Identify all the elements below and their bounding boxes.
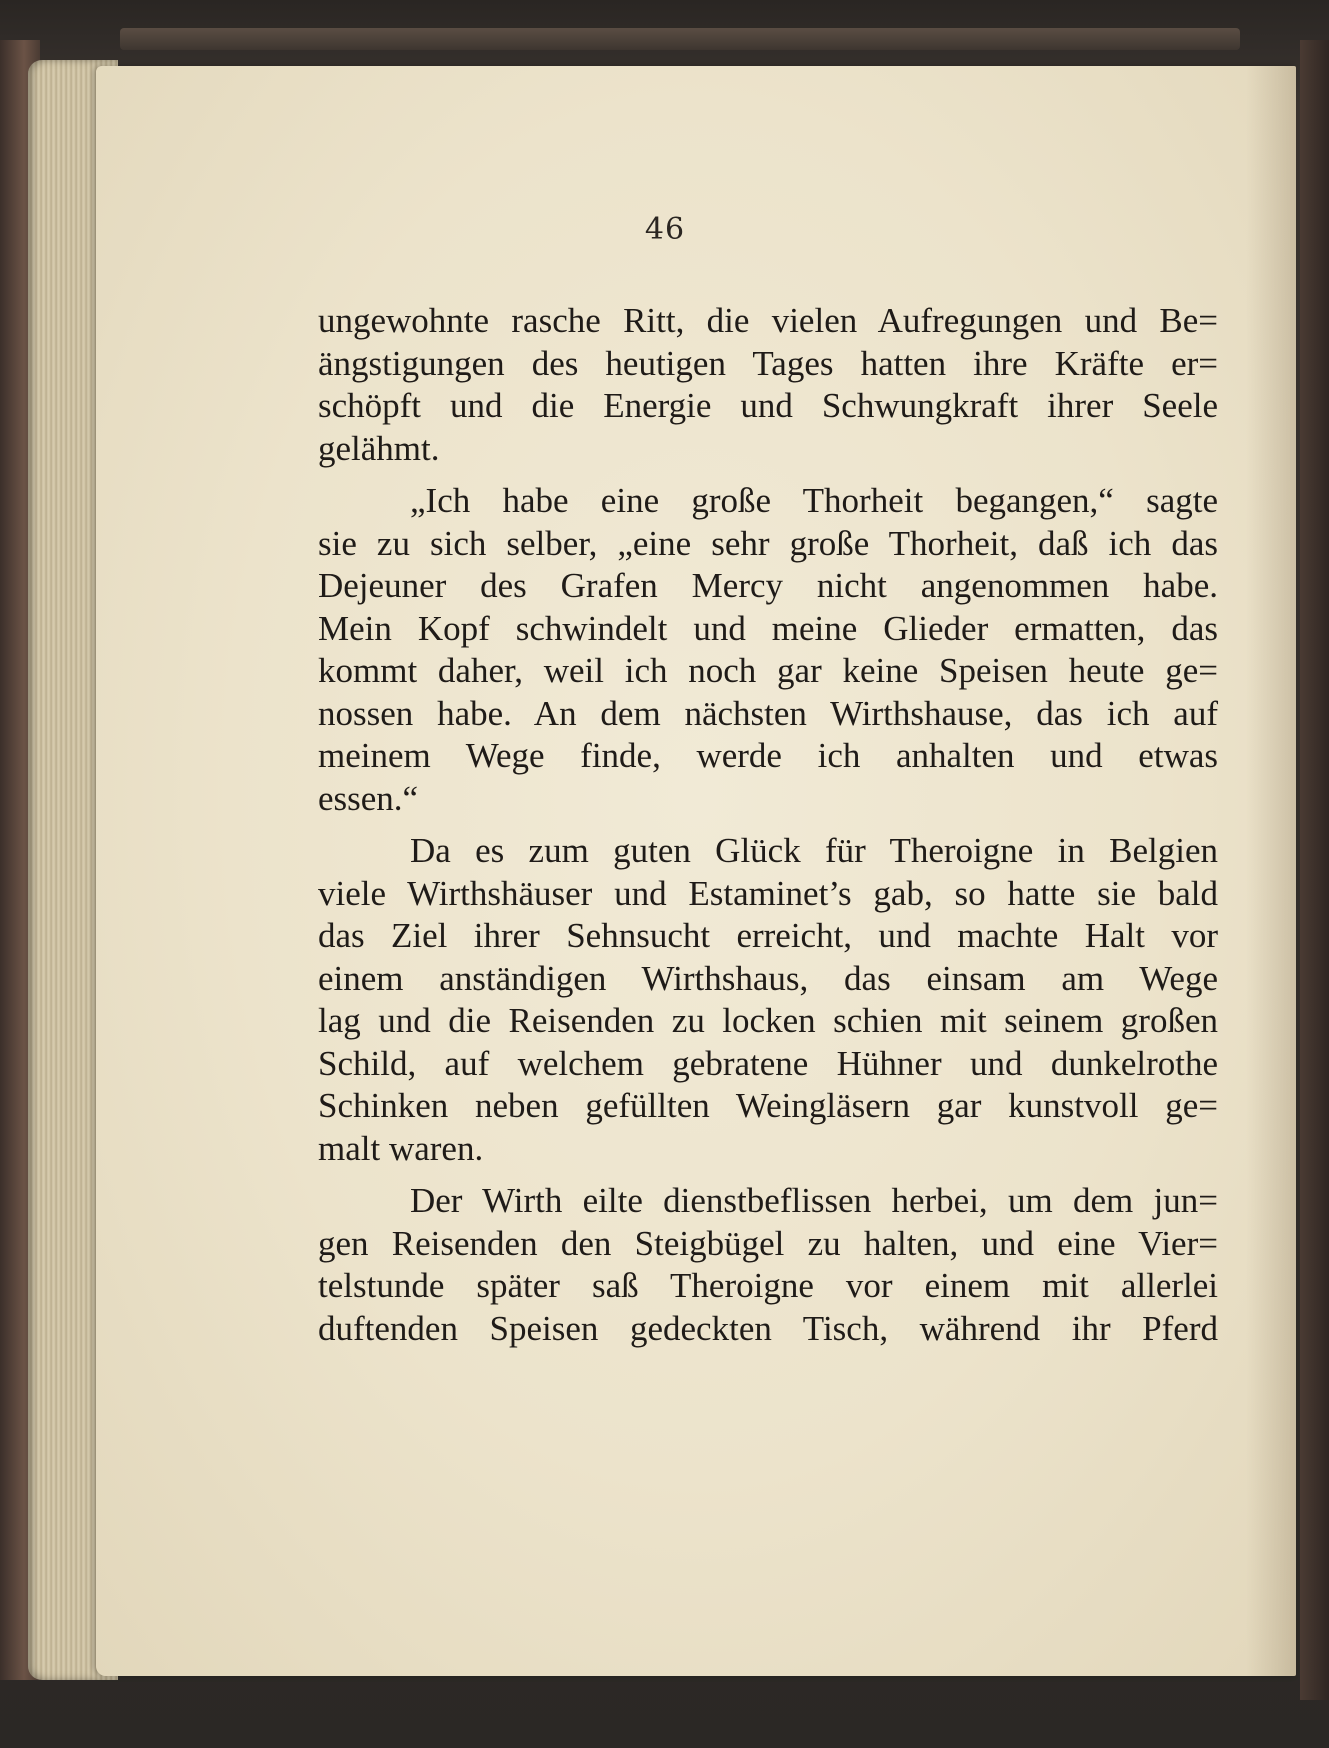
text-line: lag und die Reisenden zu locken schien mit seinem großen	[318, 1001, 1218, 1040]
text-line: viele Wirthshäuser und Estaminet’s gab, so hatte sie bald	[318, 873, 1218, 913]
text-line: „Ich habe eine große Thorheit begangen,“ sagte	[410, 481, 1218, 520]
paragraph	[318, 830, 1218, 1170]
text-line: malt waren.	[318, 1128, 484, 1168]
text-line: Schild, auf welchem gebratene Hühner und dunkelrothe	[318, 1043, 1218, 1083]
text-line: ängstigungen des heutigen Tages hatten ihre Kräfte er=	[318, 343, 1218, 383]
page-number: 46	[644, 212, 686, 247]
text-line: das Ziel ihrer Sehnsucht erreicht, und machte Halt vor	[318, 916, 1218, 955]
book-cover-right-edge	[1300, 40, 1329, 1700]
text-line: ungewohnte rasche Ritt, die vielen Aufregungen und Be=	[318, 301, 1218, 340]
paragraph	[318, 300, 1218, 470]
text-line: gen Reisenden den Steigbügel zu halten, und eine Vier=	[318, 1223, 1218, 1263]
text-line: meinem Wege finde, werde ich anhalten und etwas	[318, 736, 1218, 775]
paragraph	[318, 480, 1218, 820]
paragraph	[318, 1180, 1218, 1350]
text-line: Schinken neben gefüllten Weingläsern gar kunstvoll ge=	[318, 1086, 1218, 1125]
text-line: sie zu sich selber, „eine sehr große Thorheit, daß ich das	[318, 523, 1218, 563]
text-line: gelähmt.	[318, 428, 440, 468]
text-line: kommt daher, weil ich noch gar keine Speisen heute ge=	[318, 651, 1218, 690]
text-line: essen.“	[318, 778, 419, 818]
text-line: einem anständigen Wirthshaus, das einsam am Wege	[318, 958, 1218, 998]
text-line: duftenden Speisen gedeckten Tisch, während ihr Pferd	[318, 1308, 1218, 1348]
text-line: telstunde später saß Theroigne vor einem mit allerlei	[318, 1266, 1218, 1305]
text-line: Dejeuner des Grafen Mercy nicht angenommen habe.	[318, 566, 1218, 605]
text-line: Mein Kopf schwindelt und meine Glieder ermatten, das	[318, 608, 1218, 648]
text-line: Da es zum guten Glück für Theroigne in Belgien	[410, 831, 1218, 870]
text-line: schöpft und die Energie und Schwungkraft ihrer Seele	[318, 386, 1218, 425]
page-body-text	[318, 300, 1218, 1360]
book-cover-top-edge	[120, 28, 1240, 50]
page-gutter-shadow	[1246, 66, 1296, 1676]
text-line: Der Wirth eilte dienstbeflissen herbei, um dem jun=	[410, 1181, 1218, 1220]
text-line: nossen habe. An dem nächsten Wirthshause, das ich auf	[318, 693, 1218, 733]
